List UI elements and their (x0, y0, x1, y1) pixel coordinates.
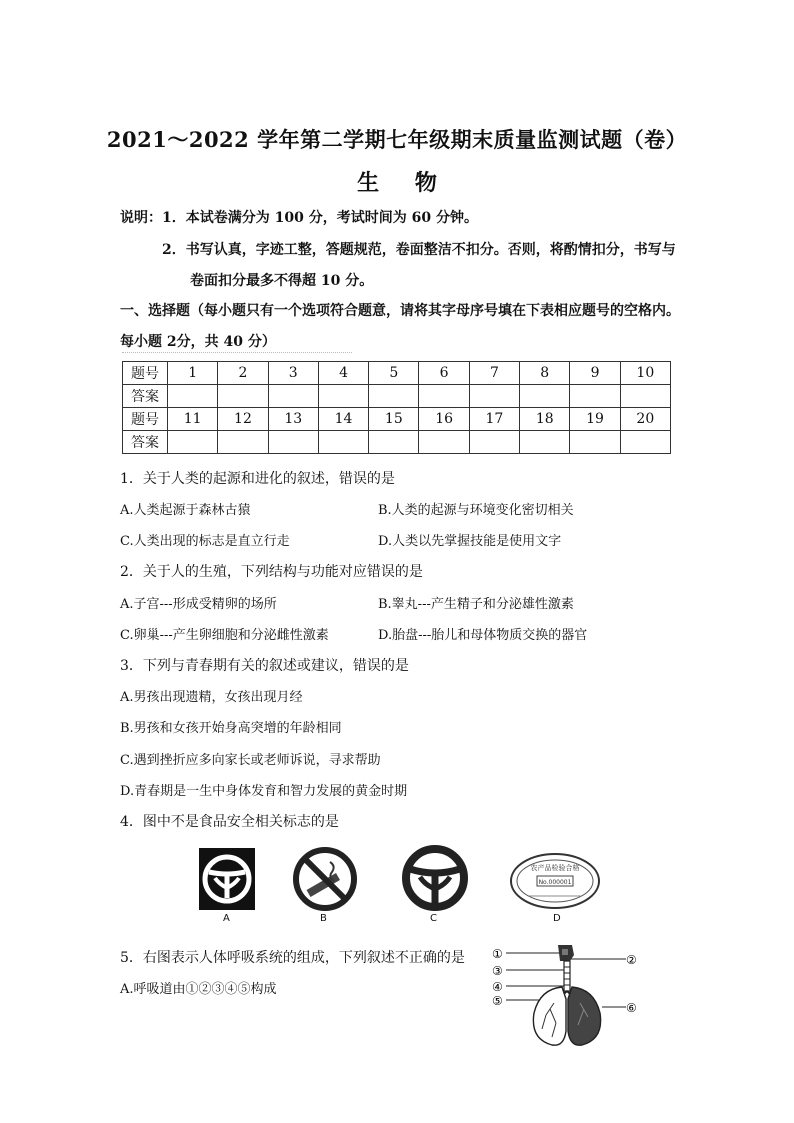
answer-table (122, 361, 671, 454)
answer-cell[interactable] (620, 431, 670, 454)
table-cell: 1 (168, 362, 218, 385)
table-row (123, 431, 671, 454)
inspection-seal-logo (509, 852, 601, 910)
marker-6: ⑥ (626, 1001, 637, 1015)
marker-1: ① (492, 947, 503, 961)
seal-code: No.000001 (538, 879, 572, 886)
answer-cell[interactable] (620, 385, 670, 408)
answer-cell[interactable] (570, 431, 620, 454)
table-cell: 15 (369, 408, 419, 431)
table-cell: 14 (318, 408, 368, 431)
table-cell: 8 (520, 362, 570, 385)
logo-label-d: D (553, 913, 561, 924)
table-cell: 10 (620, 362, 670, 385)
section-heading: 一、选择题（每小题只有一个选项符合题意，请将其字母序号填在下表相应题号的空格内。 (120, 303, 680, 319)
table-label-no: 题号 (123, 362, 168, 385)
no-smoking-icon (292, 846, 358, 912)
answer-cell[interactable] (520, 385, 570, 408)
table-cell: 12 (218, 408, 268, 431)
green-food-square-logo (199, 848, 255, 910)
instruction-line-1: 说明：1．本试卷满分为 100 分，考试时间为 60 分钟。 (120, 210, 478, 226)
table-cell: 3 (268, 362, 318, 385)
table-cell: 20 (620, 408, 670, 431)
table-cell: 18 (520, 408, 570, 431)
seal-text: 农产品检验合格 (530, 864, 580, 872)
table-cell: 9 (570, 362, 620, 385)
marker-2: ② (626, 953, 637, 967)
table-cell: 17 (469, 408, 519, 431)
answer-cell[interactable] (419, 385, 469, 408)
section-heading-cont: 每小题 2分，共 40 分） (120, 334, 276, 350)
table-cell: 4 (318, 362, 368, 385)
answer-cell[interactable] (168, 431, 218, 454)
instruction-line-2: 2．书写认真，字迹工整，答题规范，卷面整洁不扣分。否则，将酌情扣分，书写与 (162, 242, 676, 258)
question-1-option-c: C.人类出现的标志是直立行走 (120, 534, 290, 549)
question-2-option-a: A.子宫---形成受精卵的场所 (120, 597, 277, 612)
answer-cell[interactable] (570, 385, 620, 408)
table-cell: 11 (168, 408, 218, 431)
table-label-ans: 答案 (123, 385, 168, 408)
table-cell: 5 (369, 362, 419, 385)
answer-cell[interactable] (268, 431, 318, 454)
answer-cell[interactable] (469, 431, 519, 454)
question-3-stem: 3．下列与青春期有关的叙述或建议，错误的是 (120, 658, 409, 674)
question-1-option-b: B.人类的起源与环境变化密切相关 (378, 503, 574, 518)
answer-cell[interactable] (369, 431, 419, 454)
question-2-option-c: C.卵巢---产生卵细胞和分泌雌性激素 (120, 628, 329, 643)
table-cell: 19 (570, 408, 620, 431)
question-2-option-b: B.睾丸---产生精子和分泌雄性激素 (378, 597, 574, 612)
faint-scan-line (122, 352, 352, 359)
table-label-ans: 答案 (123, 431, 168, 454)
question-1-stem: 1．关于人类的起源和进化的叙述，错误的是 (120, 471, 395, 487)
question-3-option-d: D.青春期是一生中身体发育和智力发展的黄金时期 (120, 784, 408, 799)
question-1-option-d: D.人类以先掌握技能是使用文字 (378, 534, 562, 549)
table-row (123, 408, 671, 431)
exam-title: 2021～2022 学年第二学期七年级期末质量监测试题（卷） (106, 127, 688, 152)
answer-cell[interactable] (419, 431, 469, 454)
table-cell: 16 (419, 408, 469, 431)
marker-5: ⑤ (492, 994, 503, 1008)
question-4-stem: 4．图中不是食品安全相关标志的是 (120, 814, 339, 830)
table-cell: 2 (218, 362, 268, 385)
logo-label-c: C (430, 913, 437, 924)
logo-label-b: B (320, 913, 327, 924)
table-cell: 6 (419, 362, 469, 385)
table-cell: 13 (268, 408, 318, 431)
answer-cell[interactable] (369, 385, 419, 408)
answer-cell[interactable] (520, 431, 570, 454)
table-row (123, 385, 671, 408)
answer-cell[interactable] (318, 385, 368, 408)
question-5-option-a: A.呼吸道由①②③④⑤构成 (120, 982, 277, 997)
respiratory-system-diagram (490, 943, 650, 1049)
logo-label-a: A (223, 913, 230, 924)
question-2-stem: 2．关于人的生殖，下列结构与功能对应错误的是 (120, 564, 423, 580)
marker-3: ③ (492, 964, 503, 978)
answer-cell[interactable] (469, 385, 519, 408)
question-3-option-a: A.男孩出现遗精，女孩出现月经 (120, 690, 303, 705)
answer-cell[interactable] (168, 385, 218, 408)
question-2-option-d: D.胎盘---胎儿和母体物质交换的器官 (378, 628, 588, 643)
subject-title: 生 物 (357, 170, 437, 196)
instruction-line-3: 卷面扣分最多不得超 10 分。 (190, 273, 374, 289)
answer-cell[interactable] (218, 385, 268, 408)
question-5-stem: 5．右图表示人体呼吸系统的组成，下列叙述不正确的是 (120, 950, 465, 966)
question-1-option-a: A.人类起源于森林古猿 (120, 503, 251, 518)
green-food-circle-logo (400, 845, 470, 911)
table-row (123, 362, 671, 385)
question-3-option-b: B.男孩和女孩开始身高突增的年龄相同 (120, 721, 342, 736)
answer-cell[interactable] (268, 385, 318, 408)
answer-cell[interactable] (218, 431, 268, 454)
table-cell: 7 (469, 362, 519, 385)
marker-4: ④ (492, 980, 503, 994)
question-3-option-c: C.遇到挫折应多向家长或老师诉说，寻求帮助 (120, 753, 381, 768)
answer-cell[interactable] (318, 431, 368, 454)
table-label-no: 题号 (123, 408, 168, 431)
